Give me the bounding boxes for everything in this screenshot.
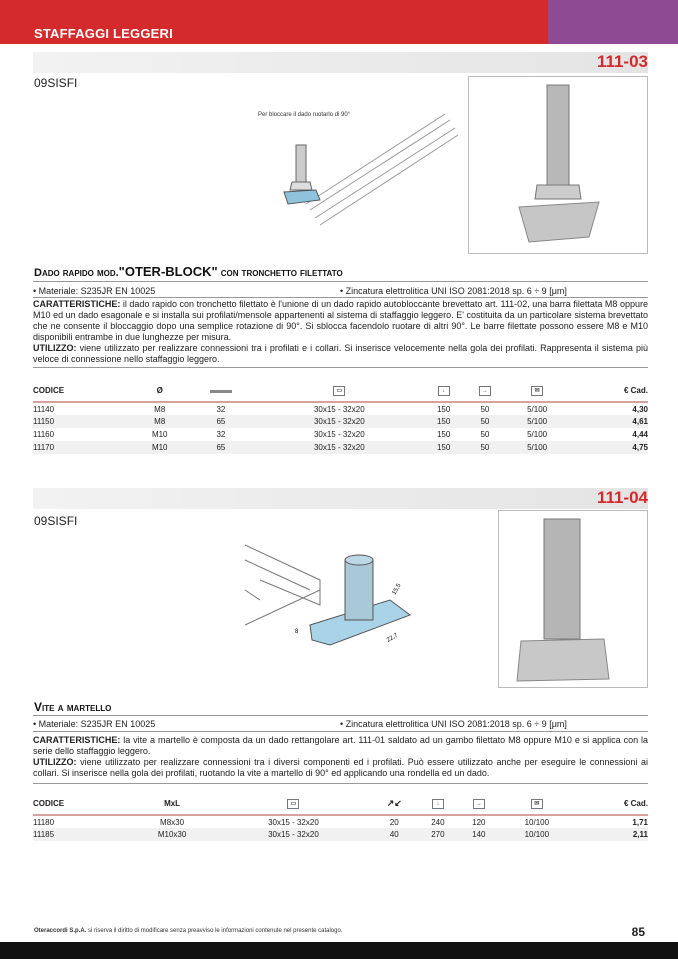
table-row: 11170 M10 65 30x15 - 32x20 150 50 5/100 4,75 — [33, 443, 648, 452]
product-drawing — [240, 100, 460, 230]
header-accent — [548, 0, 678, 44]
product-family: 09SISFI — [34, 514, 78, 528]
col-codice: CODICE — [33, 380, 134, 402]
product-code: 111-04 — [596, 488, 648, 507]
product-photo — [498, 510, 648, 688]
product-family: 09SISFI — [34, 76, 78, 90]
svg-text:15,5: 15,5 — [391, 582, 403, 596]
finish-spec: • Zincatura elettrolitica UNI ISO 2081:2018 sp. 6 ÷ 9 [μm] — [340, 286, 567, 296]
package-icon: ✉ — [499, 793, 574, 815]
material-spec: • Materiale: S235JR EN 10025 — [33, 719, 156, 729]
product-bar — [33, 52, 648, 73]
section-title: STAFFAGGI LEGGERI — [34, 26, 173, 41]
divider — [33, 731, 648, 732]
description: CARATTERISTICHE: il dado rapido con tronchetto filettato è l'unione di un dado rapido autobloccante brevettato art. 111-02, una barra filettata M8 oppure M10 ed un dado esagonale e si installa sui profilati/mensole appartenenti al sistema di staffaggio leggero. E' costituita da un particolare sistema brevettato che ne consente il bloccaggio dopo una semplice rotazione di 90°. Si sblocca facendolo ruotare di altri 90°. Le barre filettate possono essere M8 e M10 disponibili entrambe in due lunghezze per misura. UTILIZZO: viene utilizzato per realizzare connessioni tra i profilati e i collari. Si inserisce velocemente nella gola dei profilati. Rappresenta il sistema più veloce di connessione nello staffaggio leggero. — [33, 299, 648, 364]
col-mxl: MxL — [128, 793, 215, 815]
load-down-icon: ↓ — [422, 380, 466, 402]
finish-spec: • Zincatura elettrolitica UNI ISO 2081:2018 sp. 6 ÷ 9 [μm] — [340, 719, 567, 729]
table-row: 11185 M10x30 30x15 - 32x20 40 270 140 10/100 2,11 — [33, 830, 648, 839]
divider — [33, 783, 648, 784]
product-title: Dado rapido mod."OTER-BLOCK" con tronchetto filettato — [34, 264, 343, 279]
footer-bar — [0, 942, 678, 959]
col-codice: CODICE — [33, 793, 128, 815]
section-header — [0, 0, 548, 44]
product-code: 111-03 — [596, 52, 648, 71]
material-spec: • Materiale: S235JR EN 10025 — [33, 286, 156, 296]
divider — [33, 297, 648, 298]
product-bar — [33, 488, 648, 509]
length-icon — [185, 380, 257, 402]
col-price: € Cad. — [574, 793, 648, 815]
drawing-note: Per bloccare il dado ruotarlo di 90° — [258, 112, 351, 118]
package-icon: ✉ — [504, 380, 569, 402]
svg-text:22,7: 22,7 — [386, 632, 400, 644]
table-row: 11160 M10 32 30x15 - 32x20 150 50 5/100 4,44 — [33, 430, 648, 439]
col-diameter: Ø — [134, 380, 185, 402]
divider — [33, 367, 648, 368]
load-side-icon: → — [458, 793, 499, 815]
profile-icon: ▭ — [257, 380, 422, 402]
product-photo — [468, 76, 648, 254]
description: CARATTERISTICHE: la vite a martello è composta da un dado rettangolare art. 111-01 saldato ad un gambo filettato M8 oppure M10 e si applica con la serie dello staffaggio leggero. UTILIZZO: viene utilizzato per realizzare connessioni tra i diversi componenti ed i profilati. Può essere utilizzato anche per eseguire le connessioni ai collari. Si inserisce nella gola dei profilati, ruotando la vite a martello di 90° ed applicando una rondella ed un dado. — [33, 735, 648, 778]
page-number: 85 — [631, 925, 645, 939]
table-row: 11150 M8 65 30x15 - 32x20 150 50 5/100 4,61 — [33, 417, 648, 426]
product-title: Vite a martello — [34, 700, 112, 714]
torque-icon: ↗↙ — [371, 793, 417, 815]
product-table — [33, 793, 648, 841]
profile-icon: ▭ — [216, 793, 371, 815]
col-price: € Cad. — [570, 380, 648, 402]
table-row: 11180 M8x30 30x15 - 32x20 20 240 120 10/100 1,71 — [33, 817, 648, 827]
product-table — [33, 380, 648, 454]
divider — [33, 281, 648, 282]
load-down-icon: ↓ — [417, 793, 458, 815]
svg-text:8: 8 — [295, 629, 299, 635]
load-side-icon: → — [465, 380, 504, 402]
table-row: 11140 M8 32 30x15 - 32x20 150 50 5/100 4,30 — [33, 404, 648, 414]
footer-disclaimer: Oteraccordi S.p.A. si riserva il diritto di modificare senza preavviso le informazioni contenute nel presente catalogo. — [34, 928, 343, 934]
product-drawing — [240, 530, 450, 670]
divider — [33, 715, 648, 716]
